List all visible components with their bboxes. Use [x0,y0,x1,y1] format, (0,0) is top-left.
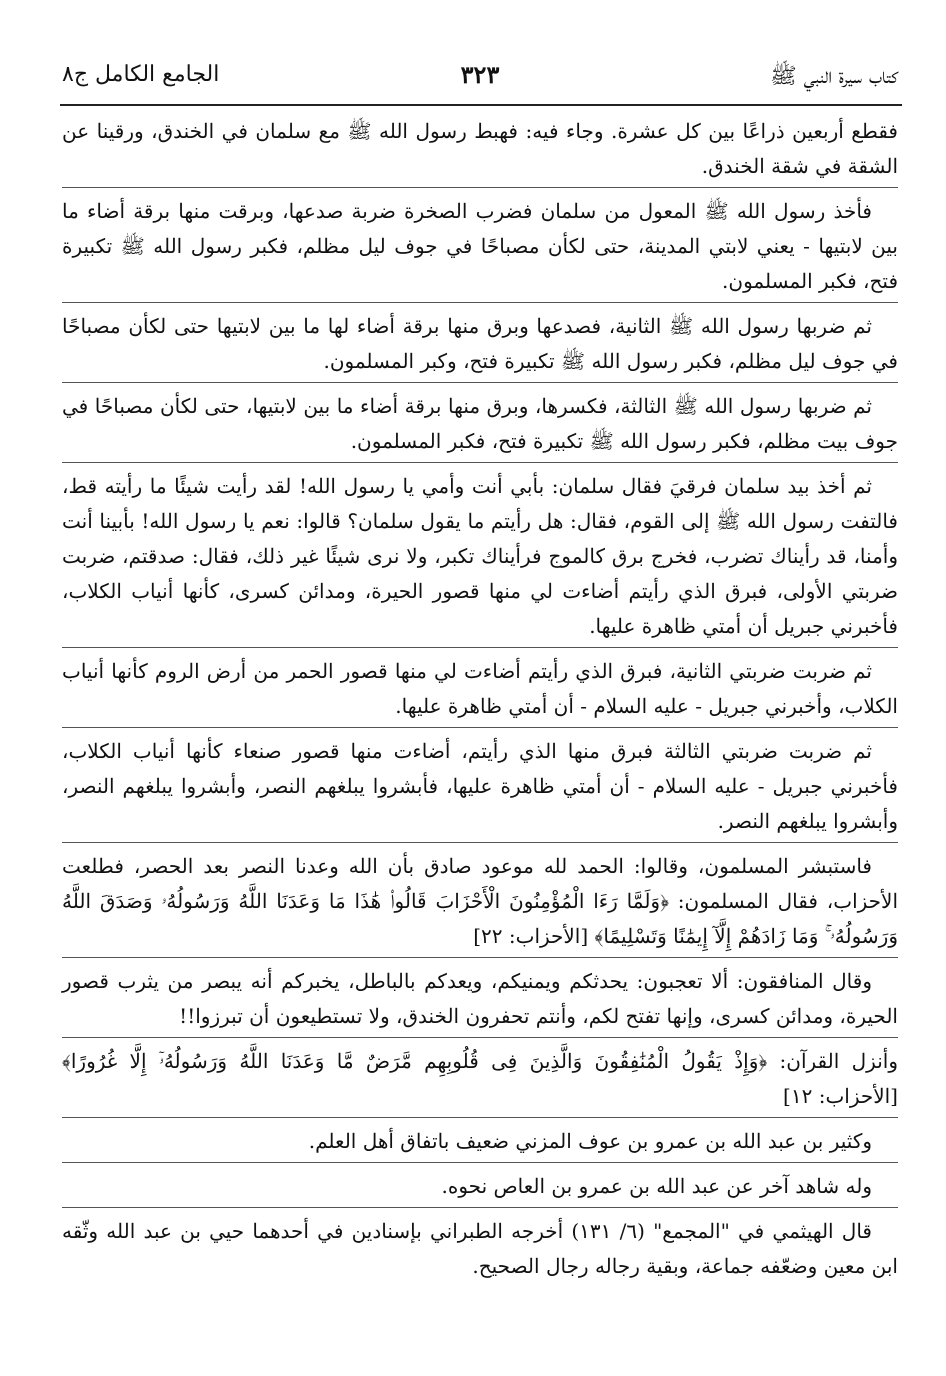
paragraph-divider [62,1162,898,1163]
book-title: كتاب سيرة النبي ﷺ [770,64,898,89]
paragraph-9: وقال المنافقون: ألا تعجبون: يحدثكم ويمنيكم، ويعدكم بالباطل، يخبركم أنه يبصر من يثرب قصور الحيرة، ومدائن كسرى، وإنها تفتح لكم، وأنتم تحفرون الخندق، ولا تستطيعون أن تبرزوا!! [62,969,898,1028]
page-body [62,114,898,1287]
paragraph-3: ثم ضربها رسول الله ﷺ الثانية، فصدعها وبرق منها برقة أضاء لها ما بين لابتيها حتى لكأن مصباحًا في جوف ليل مظلم، فكبر رسول الله ﷺ تكبيرة فتح، وكبر المسلمون. [62,314,898,373]
paragraph-divider [62,462,898,463]
paragraph-divider [62,957,898,958]
paragraph-10-quran: وأنزل القرآن: ﴿وَإِذْ يَقُولُ الْمُنَٰفِقُونَ وَالَّذِينَ فِى قُلُوبِهِم مَّرَضٌ مَّا وَعَدَنَا اللَّهُ وَرَسُولُهُۥٓ إِلَّا غُرُورًا﴾ [الأحزاب: ١٢] [62,1049,898,1108]
page-number: ٣٢٣ [460,60,500,89]
paragraph-7: ثم ضربت ضربتي الثالثة فبرق منها الذي رأيتم، أضاءت منها قصور صنعاء كأنها أنياب الكلاب، فأخبرني جبريل - عليه السلام - أن أمتي ظاهرة عليها، فأبشروا يبلغهم النصر، وأبشروا يبلغهم النصر، وأبشروا يبلغهم النصر. [62,739,898,833]
paragraph-5: ثم أخذ بيد سلمان فرقيَ فقال سلمان: بأبي أنت وأمي يا رسول الله! لقد رأيت شيئًا ما رأيته قط، فالتفت رسول الله ﷺ إلى القوم، فقال: هل رأيتم ما يقول سلمان؟ قالوا: نعم يا رسول الله! بأبينا أنت وأمنا، قد رأيناك تضرب، فخرج برق كالموج فرأيناك تكبر، ولا نرى شيئًا غير ذلك، فقال: صدقتم، ضربت ضربتي الأولى، فبرق الذي رأيتم أضاءت لي منها قصور الحيرة، ومدائن كسرى، كأنها أنياب الكلاب، فأخبرني جبريل أن أمتي ظاهرة عليها. [62,474,898,638]
paragraph-11: وكثير بن عبد الله بن عمرو بن عوف المزني ضعيف باتفاق أهل العلم. [308,1129,872,1153]
paragraph-6: ثم ضربت ضربتي الثانية، فبرق الذي رأيتم أضاءت لي منها قصور الحمر من أرض الروم كأنها أنياب الكلاب، وأخبرني جبريل - عليه السلام - أن أمتي ظاهرة عليها. [62,659,898,718]
paragraph-4: ثم ضربها رسول الله ﷺ الثالثة، فكسرها، وبرق منها برقة أضاء ما بين لابتيها، حتى لكأن مصباحًا في جوف بيت مظلم، فكبر رسول الله ﷺ تكبيرة فتح، فكبر المسلمون. [62,394,898,453]
paragraph-divider [62,727,898,728]
paragraph-divider [62,647,898,648]
header-rule [60,104,902,106]
paragraph-divider [62,842,898,843]
paragraph-12: وله شاهد آخر عن عبد الله بن عمرو بن العاص نحوه. [441,1174,872,1198]
paragraph-13: قال الهيثمي في "المجمع" (٦/ ١٣١) أخرجه الطبراني بإسنادين في أحدهما حيي بن عبد الله وثّقه ابن معين وضعّفه جماعة، وبقية رجاله رجال الصحيح. [62,1219,898,1278]
paragraph-divider [62,187,898,188]
paragraph-2: فأخذ رسول الله ﷺ المعول من سلمان فضرب الصخرة ضربة صدعها، وبرقت منها برقة أضاء ما بين لابتيها - يعني لابتي المدينة، حتى لكأن مصباحًا في جوف ليل مظلم، فكبر رسول الله ﷺ تكبيرة فتح، فكبر المسلمون. [62,199,898,293]
paragraph-divider [62,382,898,383]
paragraph-divider [62,1207,898,1208]
paragraph-1: فقطع أربعين ذراعًا بين كل عشرة. وجاء فيه: فهبط رسول الله ﷺ مع سلمان في الخندق، ورقينا عن الشقة في شقة الخندق. [62,119,898,178]
paragraph-8-quran: فاستبشر المسلمون، وقالوا: الحمد لله موعود صادق بأن الله وعدنا النصر بعد الحصر، فطلعت الأحزاب، فقال المسلمون: ﴿وَلَمَّا رَءَا الْمُؤْمِنُونَ الْأَحْزَابَ قَالُوا۟ هَٰذَا مَا وَعَدَنَا اللَّهُ وَرَسُولُهُۥ وَصَدَقَ اللَّهُ وَرَسُولُهُۥ ۚ وَمَا زَادَهُمْ إِلَّآ إِيمَٰنًا وَتَسْلِيمًا﴾ [الأحزاب: ٢٢] [62,854,898,948]
paragraph-divider [62,1117,898,1118]
paragraph-divider [62,1037,898,1038]
paragraph-divider [62,302,898,303]
running-header [62,58,898,98]
series-title: الجامع الكامل ج٨ [62,62,220,87]
